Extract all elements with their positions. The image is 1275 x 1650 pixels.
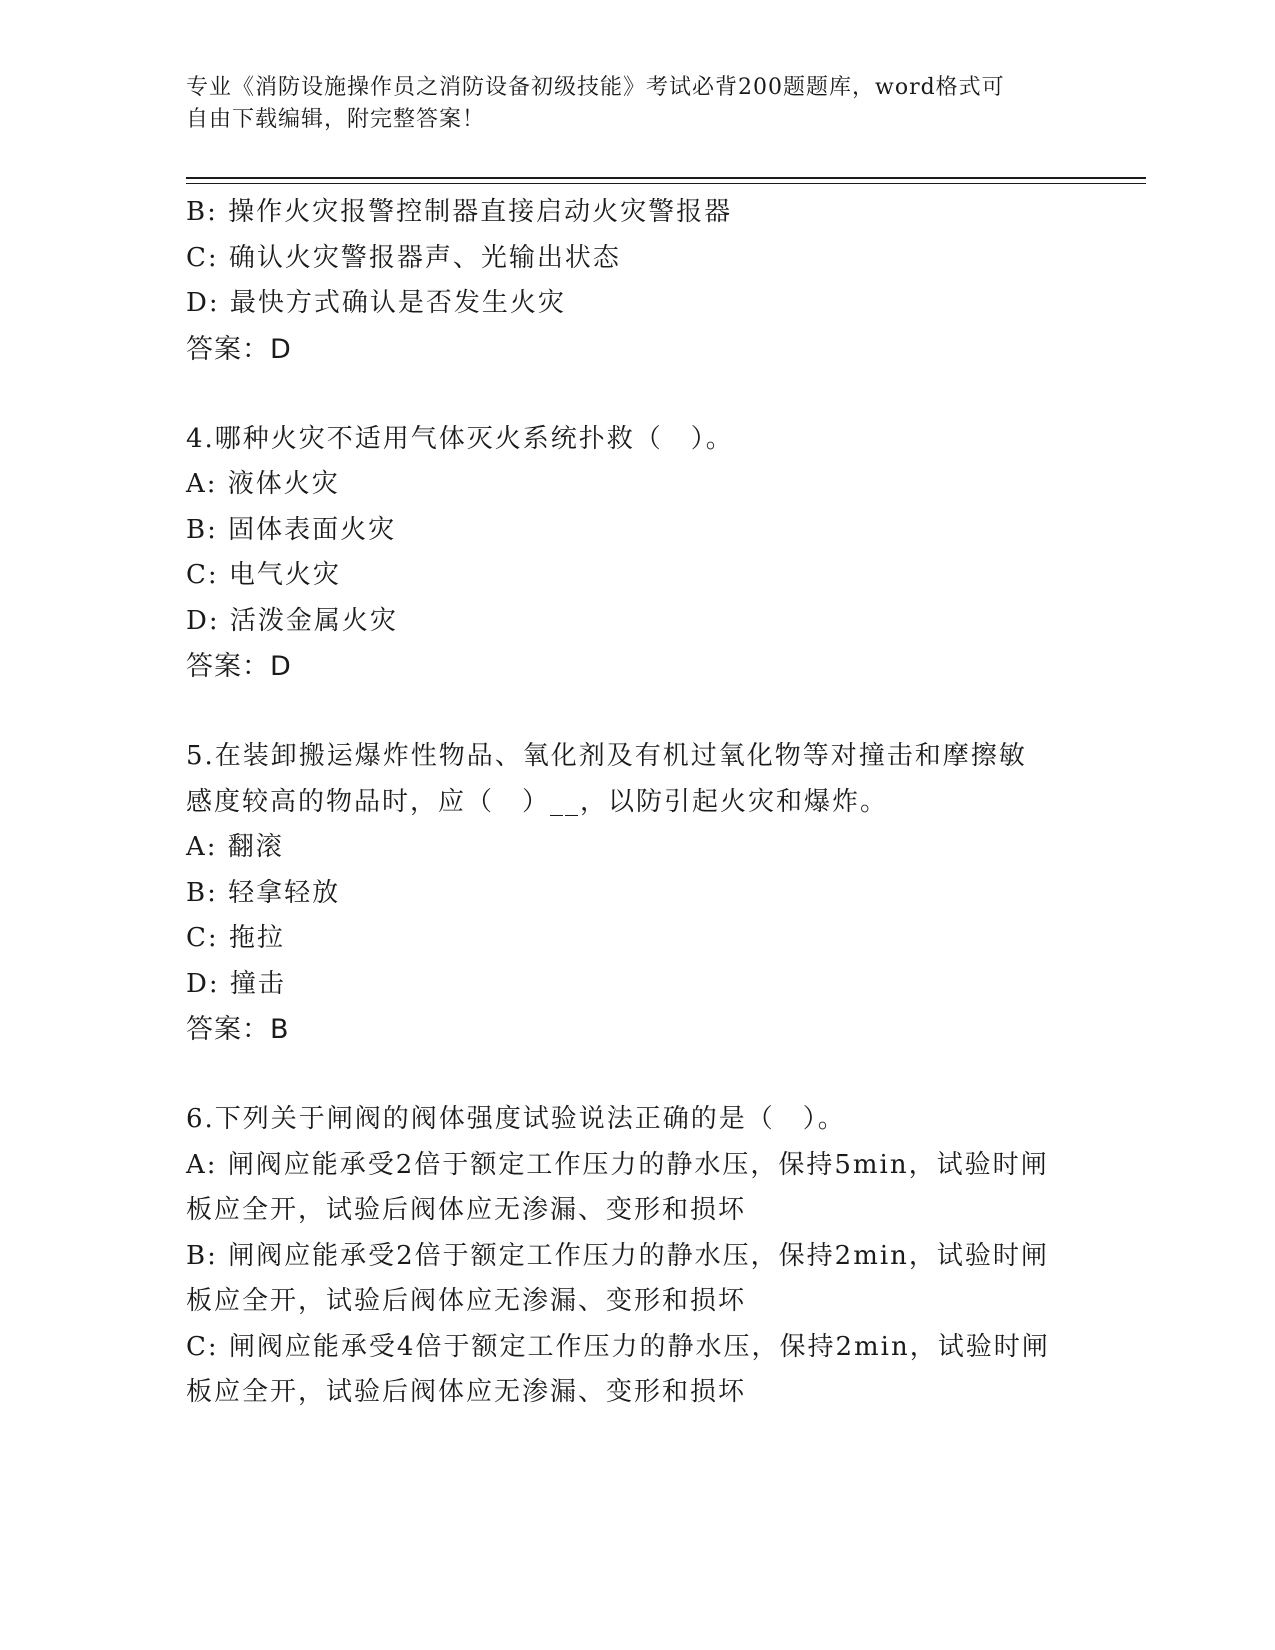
answer: 答案：B (186, 1014, 290, 1045)
spacer (186, 689, 1086, 734)
option-b-line-1: B: 闸阀应能承受2倍于额定工作压力的静水压，保持2min，试验时闸 (186, 1240, 1049, 1271)
option-b: B: 操作火灾报警控制器直接启动火灾警报器 (186, 197, 733, 227)
question-stem-line-1: 5.在装卸搬运爆炸性物品、氧化剂及有机过氧化物等对撞击和摩擦敏 (186, 741, 1027, 771)
option-b: B: 固体表面火灾 (186, 514, 397, 545)
option-a-line-2: 板应全开，试验后阀体应无渗漏、变形和损坏 (186, 1195, 747, 1225)
option-a: A: 翻滚 (186, 832, 284, 862)
question-3 (186, 190, 1086, 372)
header-line-2: 自由下载编辑，附完整答案！ (186, 107, 486, 132)
question-6 (186, 1097, 1086, 1416)
header-divider-thick (186, 177, 1146, 179)
question-stem: 4.哪种火灾不适用气体灭火系统扑救（ ）。 (186, 423, 734, 454)
option-d: D: 撞击 (186, 968, 286, 999)
answer: 答案：D (186, 651, 292, 682)
option-c: C: 电气火灾 (186, 560, 341, 590)
option-d: D: 活泼金属火灾 (186, 605, 398, 636)
option-c: C: 拖拉 (186, 923, 285, 953)
spacer (186, 372, 1086, 417)
question-4 (186, 417, 1086, 690)
option-c-line-1: C: 闸阀应能承受4倍于额定工作压力的静水压，保持2min，试验时闸 (186, 1331, 1050, 1362)
option-a: A: 液体火灾 (186, 469, 340, 499)
option-b-line-2: 板应全开，试验后阀体应无渗漏、变形和损坏 (186, 1286, 747, 1316)
option-a-line-1: A: 闸阀应能承受2倍于额定工作压力的静水压，保持5min，试验时闸 (186, 1149, 1049, 1180)
question-stem-line-2: 感度较高的物品时，应（ ）__，以防引起火灾和爆炸。 (186, 786, 889, 817)
question-list (186, 190, 1086, 1416)
question-stem: 6.下列关于闸阀的阀体强度试验说法正确的是（ ）。 (186, 1104, 846, 1134)
option-c: C: 确认火灾警报器声、光输出状态 (186, 242, 621, 273)
header-divider-thin (186, 183, 1146, 184)
option-c-line-2: 板应全开，试验后阀体应无渗漏、变形和损坏 (186, 1377, 747, 1407)
answer: 答案：D (186, 333, 292, 365)
header-line-1: 专业《消防设施操作员之消防设备初级技能》考试必背200题题库，word格式可 (186, 75, 1005, 100)
option-d: D: 最快方式确认是否发生火灾 (186, 288, 566, 318)
spacer (186, 1052, 1086, 1097)
document-header (186, 72, 1086, 136)
question-5 (186, 734, 1086, 1052)
option-b: B: 轻拿轻放 (186, 877, 341, 908)
